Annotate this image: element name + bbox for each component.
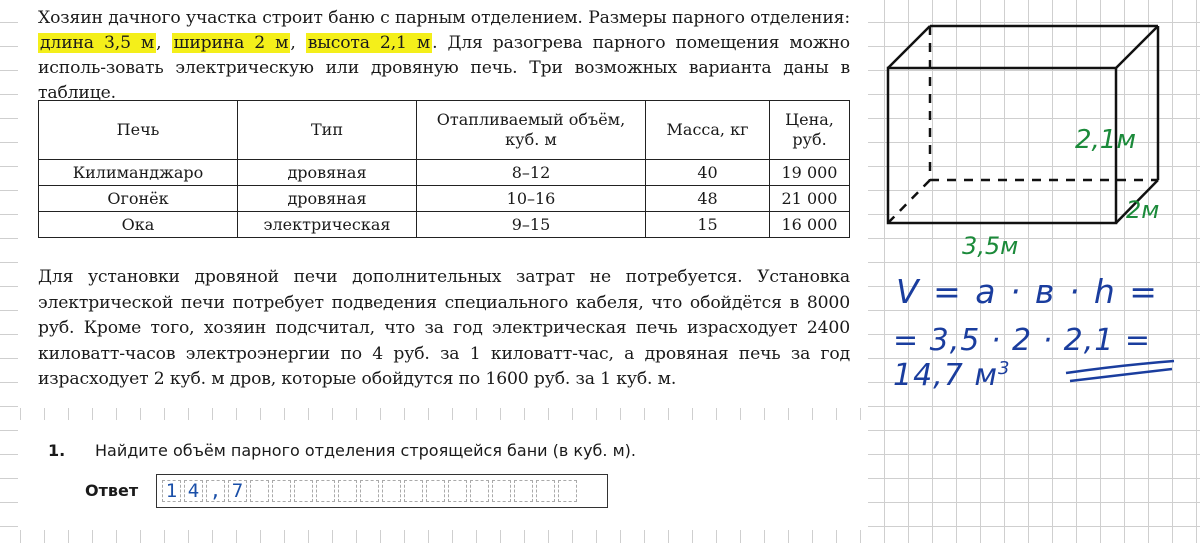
table-cell: 40: [646, 160, 770, 186]
box-hidden-edge: [888, 180, 930, 223]
answer-cell[interactable]: ,: [206, 480, 225, 502]
answer-cell[interactable]: 1: [162, 480, 181, 502]
table-row: [39, 160, 850, 186]
answer-cell[interactable]: [250, 480, 269, 502]
col-header-type: Тип: [238, 101, 417, 160]
table-row: [39, 186, 850, 212]
col-header-mass: Масса, кг: [646, 101, 770, 160]
col-header-stove: Печь: [39, 101, 238, 160]
table-cell: 9–15: [417, 212, 646, 238]
answer-cell[interactable]: [514, 480, 533, 502]
answer-cell[interactable]: 4: [184, 480, 203, 502]
answer-cell[interactable]: [316, 480, 335, 502]
table-cell: Килиманджаро: [39, 160, 238, 186]
answer-label: Ответ: [85, 481, 139, 500]
highlight-height: высота 2,1 м: [307, 33, 431, 53]
table-row: [39, 212, 850, 238]
highlight-length: длина 3,5 м: [40, 33, 155, 53]
answer-cell[interactable]: [272, 480, 291, 502]
answer-cell[interactable]: [294, 480, 313, 502]
col-header-price: Цена, руб.: [770, 101, 850, 160]
label-width: 2м: [1126, 196, 1160, 224]
answer-cell[interactable]: [448, 480, 467, 502]
volume-header-text: Отапливаемый объём, куб. м: [436, 110, 626, 149]
answer-field[interactable]: [156, 474, 608, 508]
table-cell: 8–12: [417, 160, 646, 186]
formula-expression: = 3,5 · 2 · 2,1 = 14,7 м: [893, 323, 1152, 393]
formula-line-1: V = a · в · h =: [896, 272, 1159, 311]
answer-cell[interactable]: [338, 480, 357, 502]
box-edge: [888, 26, 930, 68]
box-edge: [1116, 26, 1158, 68]
label-length: 3,5м: [962, 232, 1019, 260]
table-cell: Ока: [39, 212, 238, 238]
table-cell: 19 000: [770, 160, 850, 186]
table-cell: электрическая: [238, 212, 417, 238]
label-height: 2,1м: [1075, 125, 1136, 155]
problem-intro: Хозяин дачного участка строит баню с парным отделением. Размеры парного отделения: длина 3,5 м , ширина 2 м , высота 2,1 м . Для разогрева парного помещения можно исполь-зовать электрическую или дровяную печь. Три возможных варианта даны в таблице.: [38, 8, 850, 103]
highlight-width: ширина 2 м: [173, 33, 289, 53]
answer-cell[interactable]: [558, 480, 577, 502]
answer-cell[interactable]: [492, 480, 511, 502]
intro-text-1: Хозяин дачного участка строит баню с парным отделением. Размеры парного отделения:: [38, 8, 850, 28]
answer-cell[interactable]: [470, 480, 489, 502]
answer-underline: [1062, 355, 1182, 385]
col-header-volume: [417, 101, 646, 160]
answer-cell[interactable]: [426, 480, 445, 502]
table-cell: Огонёк: [39, 186, 238, 212]
answer-cell[interactable]: [360, 480, 379, 502]
conditions-paragraph: Для установки дровяной печи дополнительных затрат не потребуется. Установка электрической печи потребует подведения специального кабеля, что обойдётся в 8000 руб. Кроме того, хозяин подсчитал, что за год электрическая печь израсходует 2400 киловатт-часов электроэнергии по 4 руб. за 1 киловатт-час, а дровяная печь за год израсходует 2 куб. м дров, которые обойдутся по 1600 руб. за 1 куб. м.: [38, 267, 850, 389]
table-cell: 21 000: [770, 186, 850, 212]
table-cell: 10–16: [417, 186, 646, 212]
table-cell: дровяная: [238, 160, 417, 186]
formula-exponent: 3: [997, 358, 1011, 379]
question-number: 1.: [48, 441, 66, 460]
table-header-row: [39, 101, 850, 160]
answer-cell[interactable]: [404, 480, 423, 502]
stove-table: [38, 100, 850, 238]
answer-cell[interactable]: [536, 480, 555, 502]
question-text: Найдите объём парного отделения строящейся бани (в куб. м).: [95, 441, 636, 460]
intro-text-2: . Для разогрева парного помещения можно исполь-зовать электрическую или дровяную печь. Три возможных варианта даны в таблице.: [38, 33, 850, 103]
answer-cell[interactable]: 7: [228, 480, 247, 502]
answer-cell[interactable]: [382, 480, 401, 502]
table-cell: 16 000: [770, 212, 850, 238]
table-cell: 48: [646, 186, 770, 212]
table-cell: дровяная: [238, 186, 417, 212]
table-cell: 15: [646, 212, 770, 238]
